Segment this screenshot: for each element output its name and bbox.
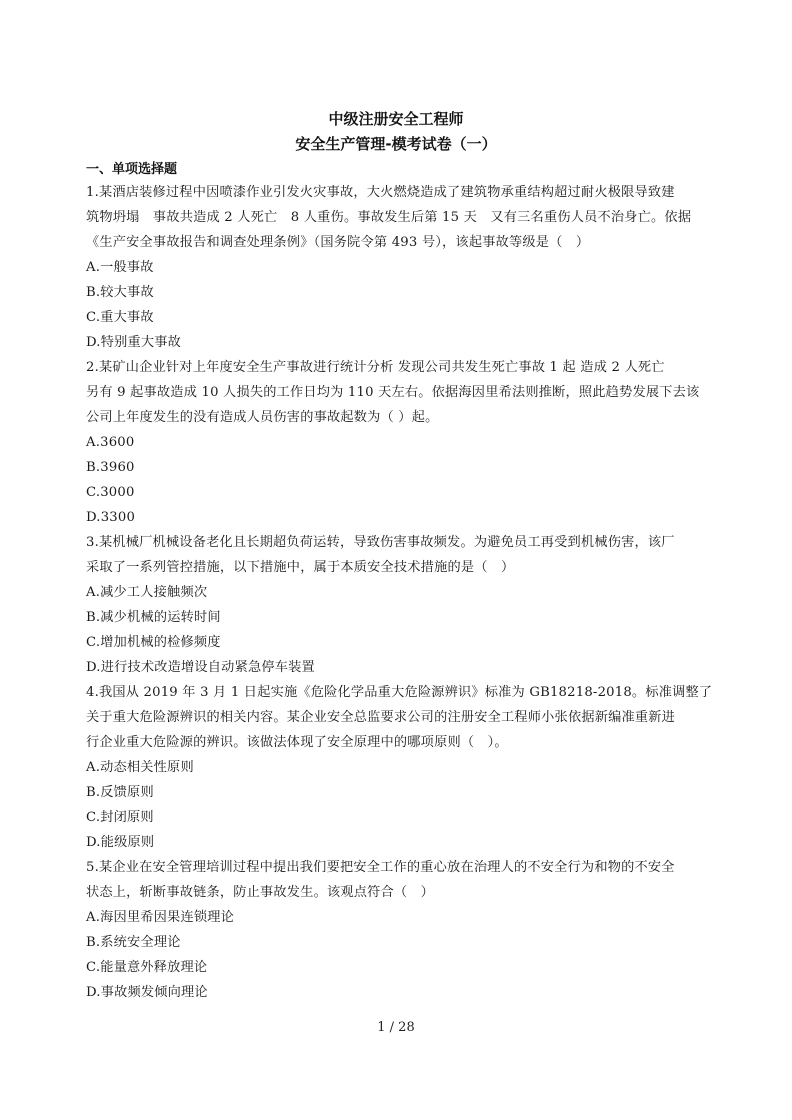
question-stem-line: 筑物坍塌 事故共造成 2 人死亡 8 人重伤。事故发生后第 15 天 又有三名重伤人员不治身亡。依据 bbox=[86, 210, 692, 225]
question-stem-line: 采取了一系列管控措施，以下措施中，属于本质安全技术措施的是（ ） bbox=[86, 560, 515, 575]
question-list bbox=[86, 180, 713, 1005]
option-a: A.动态相关性原则 bbox=[86, 760, 194, 775]
question-stem-line: 行企业重大危险源的辨识。该做法体现了安全原理中的哪项原则（ ）。 bbox=[86, 735, 508, 750]
question-5 bbox=[86, 855, 710, 1005]
option-b: B.较大事故 bbox=[86, 285, 154, 300]
question-stem-line: 状态上，斩断事故链条，防止事故发生。该观点符合（ ） bbox=[86, 885, 435, 900]
question-4 bbox=[86, 680, 713, 855]
option-d: D.3300 bbox=[86, 510, 136, 525]
question-stem-line: 3.某机械厂机械设备老化且长期超负荷运转，导致伤害事故频发。为避免员工再受到机械伤害，该厂 bbox=[86, 535, 675, 550]
option-d: D.事故频发倾向理论 bbox=[86, 985, 208, 1000]
option-c: C.能量意外释放理论 bbox=[86, 960, 208, 975]
question-stem-line: 公司上年度发生的没有造成人员伤害的事故起数为（ ）起。 bbox=[86, 410, 439, 425]
question-stem-line: 1.某酒店装修过程中因喷漆作业引发火灾事故，大火燃烧造成了建筑物承重结构超过耐火极限导致建 bbox=[86, 185, 675, 200]
question-stem-line: 5.某企业在安全管理培训过程中提出我们要把安全工作的重心放在治理人的不安全行为和物的不安全 bbox=[86, 860, 675, 875]
question-stem-line: 关于重大危险源辨识的相关内容。某企业安全总监要求公司的注册安全工程师小张依据新编准重新进 bbox=[86, 710, 676, 725]
option-b: B.反馈原则 bbox=[86, 785, 154, 800]
option-a: A.一般事故 bbox=[86, 260, 154, 275]
option-c: C.封闭原则 bbox=[86, 810, 154, 825]
question-stem-line: 2.某矿山企业针对上年度安全生产事故进行统计分析 发现公司共发生死亡事故 1 起 造成 2 人死亡 bbox=[86, 360, 665, 375]
question-stem-line: 《生产安全事故报告和调查处理条例》（国务院令第 493 号），该起事故等级是（ ） bbox=[86, 235, 590, 250]
question-stem-line: 4.我国从 2019 年 3 月 1 日起实施《危险化学品重大危险源辨识》标准为 GB18218-2018。标准调整了 bbox=[86, 685, 713, 700]
option-b: B.3960 bbox=[86, 460, 135, 475]
option-c: C.3000 bbox=[86, 485, 135, 500]
option-c: C.增加机械的检修频度 bbox=[86, 635, 221, 650]
question-stem-line: 另有 9 起事故造成 10 人损失的工作日均为 110 天左右。依据海因里希法则推断，照此趋势发展下去该 bbox=[86, 385, 700, 400]
option-b: B.减少机械的运转时间 bbox=[86, 610, 221, 625]
option-b: B.系统安全理论 bbox=[86, 935, 181, 950]
option-a: A.3600 bbox=[86, 435, 135, 450]
question-1 bbox=[86, 180, 710, 355]
option-d: D.特别重大事故 bbox=[86, 335, 182, 350]
question-3 bbox=[86, 530, 710, 680]
document-subtitle: 安全生产管理-模考试卷（一） bbox=[295, 135, 497, 153]
section-heading: 一、单项选择题 bbox=[86, 162, 178, 177]
option-c: C.重大事故 bbox=[86, 310, 154, 325]
option-a: A.减少工人接触频次 bbox=[86, 585, 208, 600]
option-d: D.能级原则 bbox=[86, 835, 155, 850]
document-title: 中级注册安全工程师 bbox=[328, 110, 464, 128]
option-d: D.进行技术改造增设自动紧急停车装置 bbox=[86, 660, 315, 675]
page-indicator: 1 / 28 bbox=[377, 1020, 415, 1035]
option-a: A.海因里希因果连锁理论 bbox=[86, 910, 234, 925]
question-2 bbox=[86, 355, 710, 530]
